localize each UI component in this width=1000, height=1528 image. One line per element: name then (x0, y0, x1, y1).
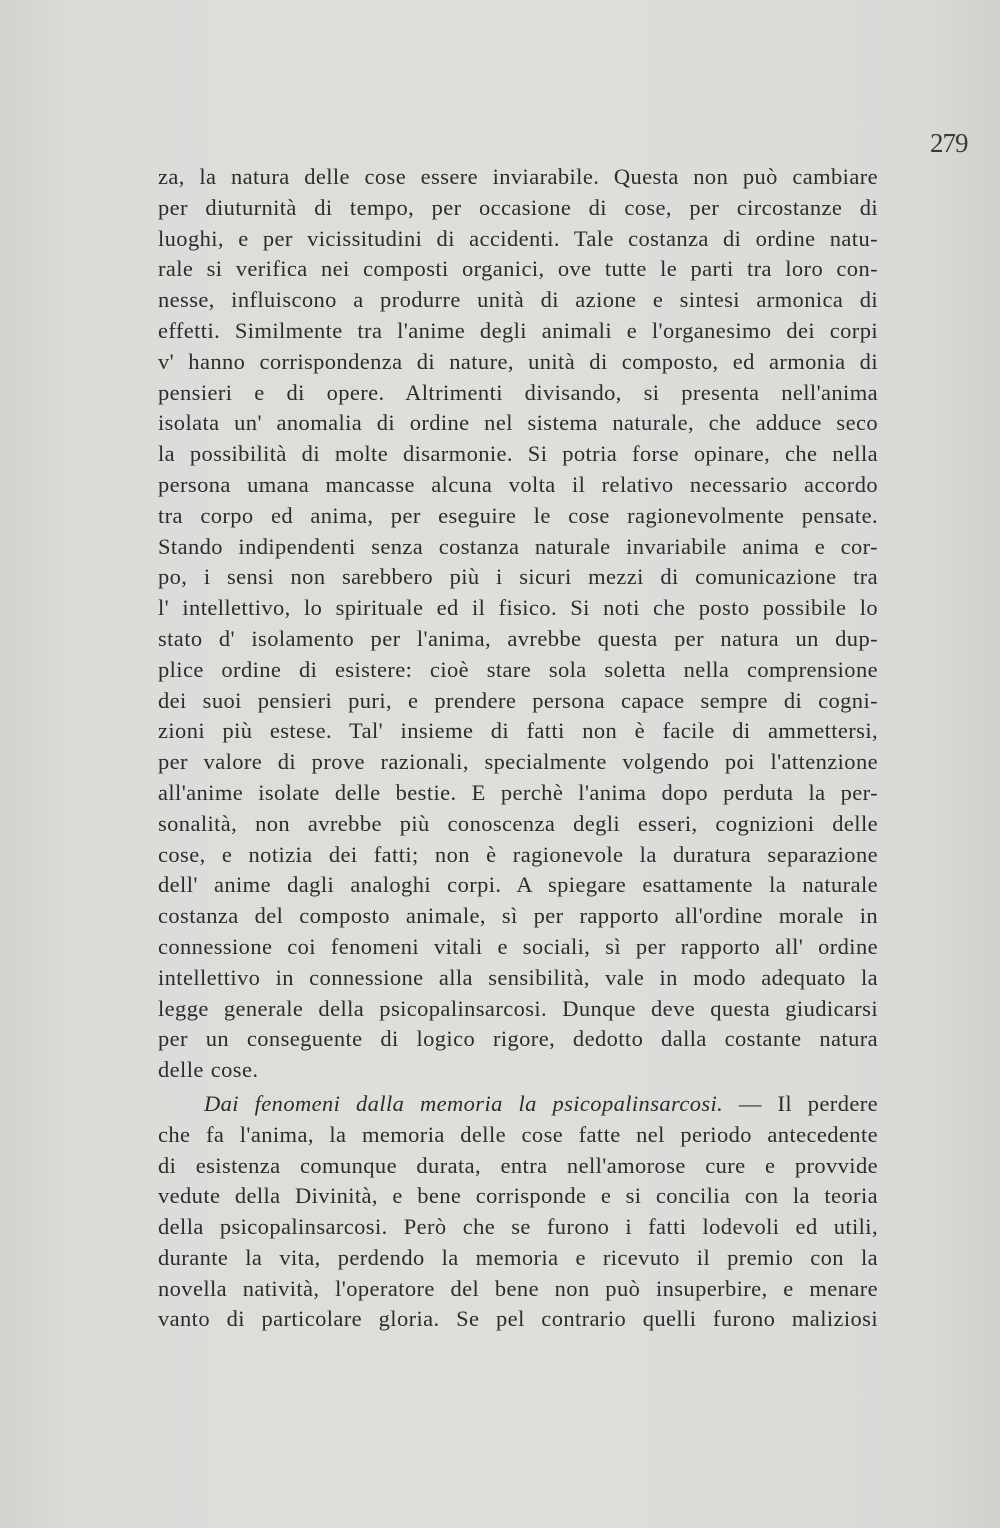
text-line: v' hanno corrispondenza di nature, unità di composto, ed armonia di (158, 348, 878, 374)
text-line: persona umana mancasse alcuna volta il relativo necessario accordo (158, 471, 878, 497)
text-line: la possibilità di molte disarmonie. Si potria forse opinare, che nella (158, 441, 878, 467)
text-line: rale si verifica nei composti organici, ove tutte le parti tra loro con- (158, 256, 878, 282)
text-line: plice ordine di esistere: cioè stare sola soletta nella comprensione (158, 656, 878, 682)
text-line: delle cose. (158, 1057, 259, 1083)
text-line: novella natività, l'operatore del bene non può insuperbire, e menare (158, 1275, 878, 1301)
text-line: effetti. Similmente tra l'anime degli animali e l'organesimo dei corpi (158, 317, 878, 343)
text-line: za, la natura delle cose essere inviarabile. Questa non può cambiare (158, 164, 878, 189)
text-line: di esistenza comunque durata, entra nell'amorose cure e provvide (158, 1152, 878, 1178)
text-line: intellettivo in connessione alla sensibilità, vale in modo adequato la (158, 964, 878, 990)
text-line: dell' anime dagli analoghi corpi. A spiegare esattamente la naturale (158, 872, 878, 898)
text-line: po, i sensi non sarebbero più i sicuri mezzi di comunicazione tra (158, 564, 878, 590)
text-line: tra corpo ed anima, per eseguire le cose ragionevolmente pensate. (158, 502, 878, 528)
text-line: legge generale della psicopalinsarcosi. Dunque deve questa giudicarsi (158, 995, 878, 1021)
text-line: pensieri e di opere. Altrimenti divisando, si presenta nell'anima (158, 379, 878, 405)
text-line: durante la vita, perdendo la memoria e ricevuto il premio con la (158, 1244, 878, 1270)
paragraph-heading-rest: — Il perdere (723, 1090, 879, 1116)
text-line: nesse, influiscono a produrre unità di azione e sintesi armonica di (158, 287, 878, 313)
text-line: all'anime isolate delle bestie. E perchè l'anima dopo perduta la per- (158, 779, 878, 805)
text-line: zioni più estese. Tal' insieme di fatti non è facile di ammettersi, (158, 718, 878, 744)
text-line: stato d' isolamento per l'anima, avrebbe questa per natura un dup- (158, 625, 878, 651)
text-line: cose, e notizia dei fatti; non è ragionevole la duratura separazione (158, 841, 878, 867)
text-line: sonalità, non avrebbe più conoscenza degli esseri, cognizioni delle (158, 810, 878, 836)
paragraph-heading-line (158, 1089, 878, 1120)
text-line: per valore di prove razionali, specialmente volgendo poi l'attenzione (158, 749, 878, 775)
body-text (158, 162, 878, 1335)
text-line: per diuturnità di tempo, per occasione di cose, per circostanze di (158, 194, 878, 220)
paragraph-1 (158, 162, 878, 1086)
text-line: che fa l'anima, la memoria delle cose fatte nel periodo antecedente (158, 1121, 878, 1147)
text-line: costanza del composto animale, sì per rapporto all'ordine morale in (158, 903, 878, 929)
text-line: vanto di particolare gloria. Se pel contrario quelli furono maliziosi (158, 1306, 878, 1332)
paragraph-heading: Dai fenomeni dalla memoria la psicopalinsarcosi. (204, 1090, 724, 1116)
text-line: isolata un' anomalia di ordine nel sistema naturale, che adduce seco (158, 410, 878, 436)
page-number: 279 (930, 128, 968, 158)
paragraph-2 (158, 1089, 878, 1335)
text-line: luoghi, e per vicissitudini di accidenti. Tale costanza di ordine natu- (158, 225, 878, 251)
text-line: della psicopalinsarcosi. Però che se furono i fatti lodevoli ed utili, (158, 1214, 878, 1240)
text-line: vedute della Divinità, e bene corrisponde e si concilia con la teoria (158, 1183, 878, 1209)
text-line: dei suoi pensieri puri, e prendere persona capace sempre di cogni- (158, 687, 878, 713)
text-line: l' intellettivo, lo spirituale ed il fisico. Si noti che posto possibile lo (158, 595, 878, 621)
text-line: per un conseguente di logico rigore, dedotto dalla costante natura (158, 1026, 878, 1052)
text-line: Stando indipendenti senza costanza naturale invariabile anima e cor- (158, 533, 878, 559)
text-line: connessione coi fenomeni vitali e sociali, sì per rapporto all' ordine (158, 933, 878, 959)
